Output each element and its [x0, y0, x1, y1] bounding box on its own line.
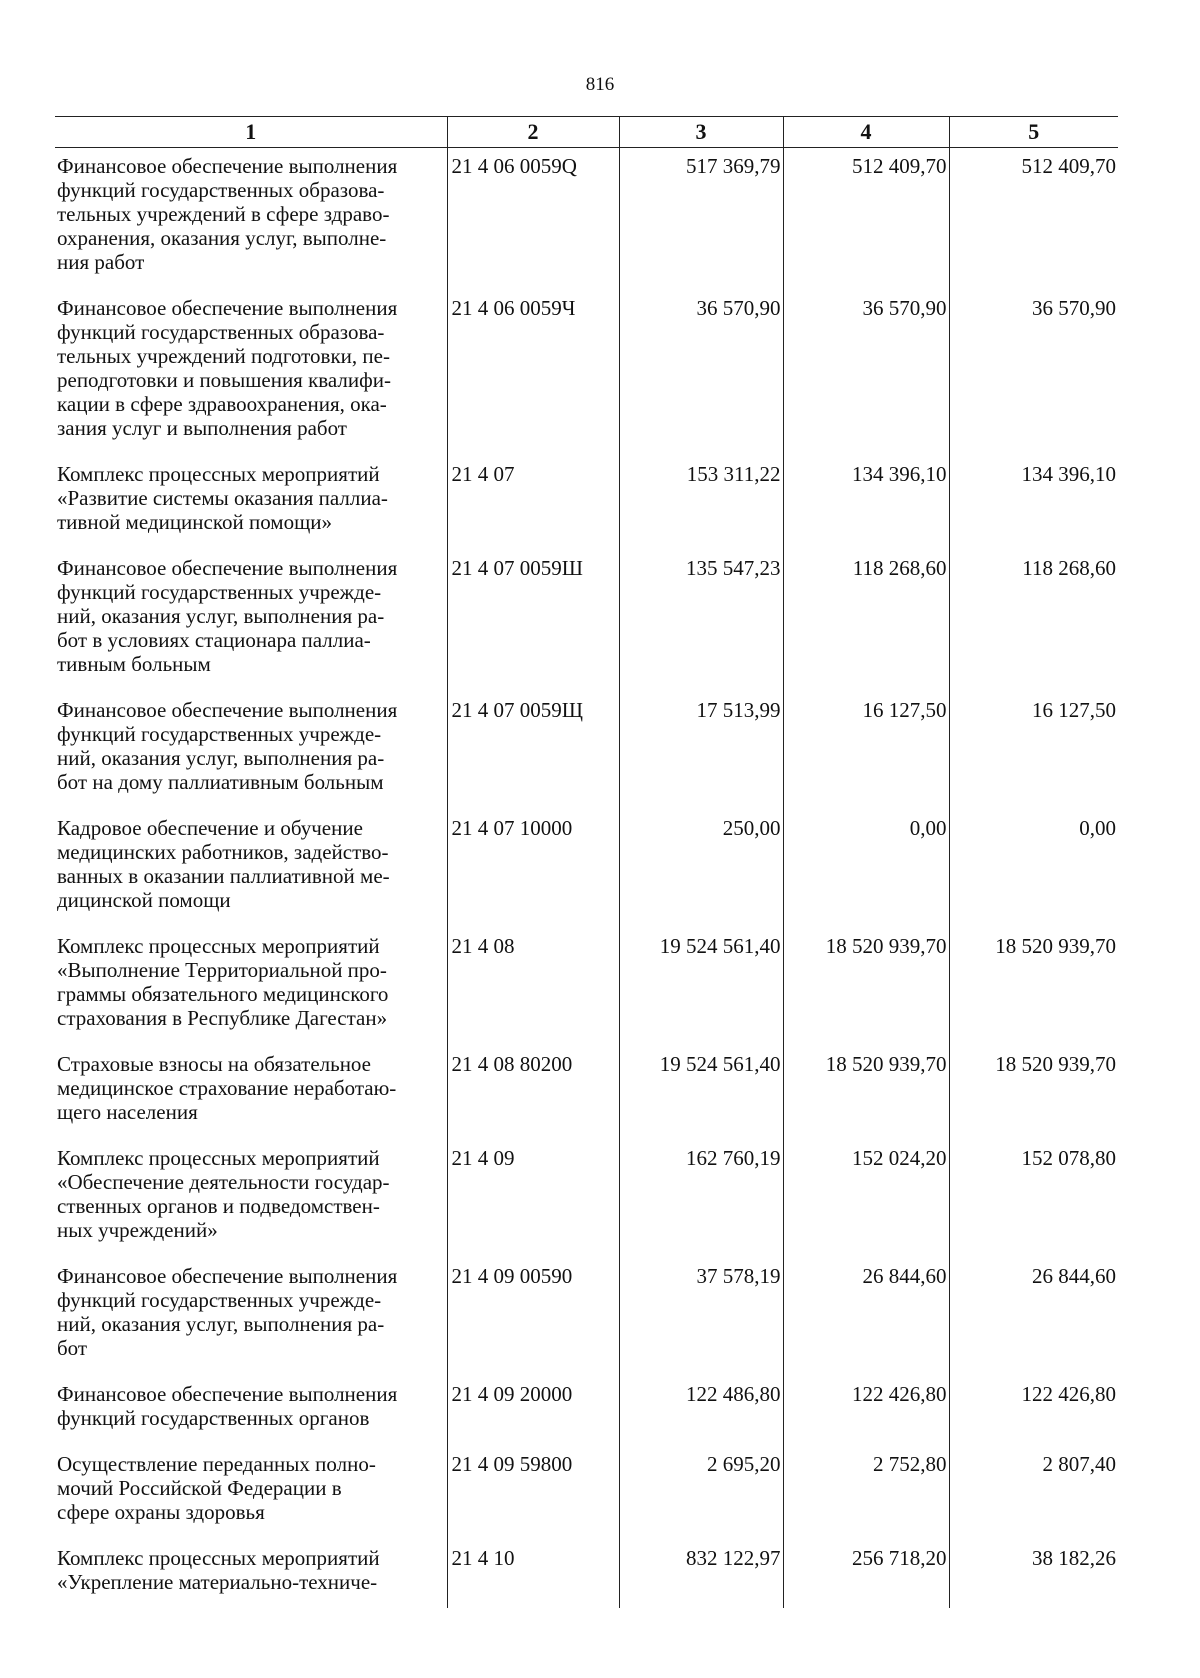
header-col-2: 2 — [447, 117, 619, 148]
budget-table — [55, 116, 1118, 1608]
row-name-line: «Выполнение Территориальной про- — [57, 958, 387, 982]
row-name-line: сфере охраны здоровья — [57, 1500, 265, 1524]
row-name-line: «Укрепление материально-техниче- — [57, 1570, 378, 1594]
budget-table-container — [55, 116, 1118, 1608]
row-value-col4: 16 127,50 — [783, 692, 949, 810]
row-value-col4: 0,00 — [783, 810, 949, 928]
row-value-col3: 122 486,80 — [619, 1376, 783, 1446]
row-name-cell — [55, 928, 447, 1046]
table-row — [55, 810, 1118, 928]
row-name-line: Страховые взносы на обязательное — [57, 1052, 372, 1076]
row-name-line: функций государственных учрежде- — [57, 580, 382, 604]
row-code-cell: 21 4 09 59800 — [447, 1446, 619, 1540]
header-col-5: 5 — [949, 117, 1118, 148]
row-name-line: ний, оказания услуг, выполнения ра- — [57, 604, 385, 628]
row-value-col4: 18 520 939,70 — [783, 928, 949, 1046]
row-name-line: зания услуг и выполнения работ — [57, 416, 347, 440]
row-value-col4: 512 409,70 — [783, 148, 949, 291]
table-row — [55, 1446, 1118, 1540]
row-value-col3: 153 311,22 — [619, 456, 783, 550]
table-row — [55, 148, 1118, 291]
row-value-col4: 26 844,60 — [783, 1258, 949, 1376]
row-value-col4: 256 718,20 — [783, 1540, 949, 1608]
table-row — [55, 928, 1118, 1046]
row-value-col5: 118 268,60 — [949, 550, 1118, 692]
header-col-1: 1 — [55, 117, 447, 148]
row-value-col5: 512 409,70 — [949, 148, 1118, 291]
row-value-col5: 36 570,90 — [949, 290, 1118, 456]
row-name-cell — [55, 1140, 447, 1258]
table-body — [55, 148, 1118, 1609]
row-code-cell: 21 4 08 — [447, 928, 619, 1046]
row-value-col5: 18 520 939,70 — [949, 928, 1118, 1046]
row-code-cell: 21 4 06 0059Ч — [447, 290, 619, 456]
row-value-col5: 134 396,10 — [949, 456, 1118, 550]
header-col-4: 4 — [783, 117, 949, 148]
row-name-line: Комплекс процессных мероприятий — [57, 1546, 380, 1570]
row-value-col5: 122 426,80 — [949, 1376, 1118, 1446]
row-value-col5: 152 078,80 — [949, 1140, 1118, 1258]
row-name-line: бот — [57, 1336, 88, 1360]
row-name-line: Финансовое обеспечение выполнения — [57, 556, 398, 580]
row-value-col3: 17 513,99 — [619, 692, 783, 810]
row-name-line: тельных учреждений в сфере здраво- — [57, 202, 390, 226]
row-name-line: граммы обязательного медицинского — [57, 982, 389, 1006]
row-name-line: Осуществление переданных полно- — [57, 1452, 376, 1476]
row-name-line: функций государственных учрежде- — [57, 1288, 382, 1312]
header-col-3: 3 — [619, 117, 783, 148]
row-name-line: Финансовое обеспечение выполнения — [57, 154, 398, 178]
row-name-line: ний, оказания услуг, выполнения ра- — [57, 1312, 385, 1336]
row-name-line: кации в сфере здравоохранения, ока- — [57, 392, 387, 416]
row-name-line: тельных учреждений подготовки, пе- — [57, 344, 390, 368]
row-value-col3: 37 578,19 — [619, 1258, 783, 1376]
row-name-cell — [55, 550, 447, 692]
row-code-cell: 21 4 08 80200 — [447, 1046, 619, 1140]
row-name-line: функций государственных образова- — [57, 178, 385, 202]
row-name-line: медицинское страхование неработаю- — [57, 1076, 397, 1100]
row-name-line: мочий Российской Федерации в — [57, 1476, 342, 1500]
row-code-cell: 21 4 10 — [447, 1540, 619, 1608]
row-value-col3: 19 524 561,40 — [619, 1046, 783, 1140]
row-code-cell: 21 4 07 0059Ш — [447, 550, 619, 692]
table-row — [55, 1540, 1118, 1608]
row-name-line: «Обеспечение деятельности государ- — [57, 1170, 390, 1194]
row-name-line: Комплекс процессных мероприятий — [57, 1146, 380, 1170]
row-name-cell — [55, 1258, 447, 1376]
row-value-col5: 38 182,26 — [949, 1540, 1118, 1608]
row-name-cell — [55, 290, 447, 456]
row-name-cell — [55, 1540, 447, 1608]
table-row — [55, 290, 1118, 456]
row-code-cell: 21 4 09 20000 — [447, 1376, 619, 1446]
row-name-cell — [55, 1446, 447, 1540]
row-value-col5: 16 127,50 — [949, 692, 1118, 810]
row-name-line: ний, оказания услуг, выполнения ра- — [57, 746, 385, 770]
row-value-col5: 26 844,60 — [949, 1258, 1118, 1376]
row-value-col5: 2 807,40 — [949, 1446, 1118, 1540]
row-name-line: ванных в оказании паллиативной ме- — [57, 864, 390, 888]
row-value-col3: 250,00 — [619, 810, 783, 928]
row-value-col5: 0,00 — [949, 810, 1118, 928]
row-name-line: ственных органов и подведомствен- — [57, 1194, 380, 1218]
row-name-line: реподготовки и повышения квалифи- — [57, 368, 391, 392]
row-name-line: бот на дому паллиативным больным — [57, 770, 384, 794]
row-name-line: ния работ — [57, 250, 145, 274]
row-name-line: тивным больным — [57, 652, 211, 676]
row-name-line: Финансовое обеспечение выполнения — [57, 1264, 398, 1288]
row-value-col3: 19 524 561,40 — [619, 928, 783, 1046]
row-value-col4: 152 024,20 — [783, 1140, 949, 1258]
row-name-line: функций государственных учрежде- — [57, 722, 382, 746]
row-name-line: Кадровое обеспечение и обучение — [57, 816, 363, 840]
row-value-col4: 134 396,10 — [783, 456, 949, 550]
row-code-cell: 21 4 09 — [447, 1140, 619, 1258]
row-value-col3: 36 570,90 — [619, 290, 783, 456]
row-value-col4: 118 268,60 — [783, 550, 949, 692]
row-name-line: Финансовое обеспечение выполнения — [57, 698, 398, 722]
row-name-line: ных учреждений» — [57, 1218, 218, 1242]
row-name-cell — [55, 1046, 447, 1140]
row-value-col3: 162 760,19 — [619, 1140, 783, 1258]
row-value-col4: 2 752,80 — [783, 1446, 949, 1540]
row-value-col3: 832 122,97 — [619, 1540, 783, 1608]
row-value-col4: 122 426,80 — [783, 1376, 949, 1446]
row-value-col5: 18 520 939,70 — [949, 1046, 1118, 1140]
row-name-cell — [55, 692, 447, 810]
table-row — [55, 1046, 1118, 1140]
row-name-line: функций государственных образова- — [57, 320, 385, 344]
row-name-cell — [55, 148, 447, 291]
row-code-cell: 21 4 09 00590 — [447, 1258, 619, 1376]
row-name-line: Комплекс процессных мероприятий — [57, 462, 380, 486]
row-value-col4: 18 520 939,70 — [783, 1046, 949, 1140]
row-name-line: функций государственных органов — [57, 1406, 370, 1430]
row-name-line: страхования в Республике Дагестан» — [57, 1006, 388, 1030]
row-code-cell: 21 4 06 0059Q — [447, 148, 619, 291]
row-name-cell — [55, 810, 447, 928]
row-name-line: тивной медицинской помощи» — [57, 510, 333, 534]
table-row — [55, 1258, 1118, 1376]
row-name-line: дицинской помощи — [57, 888, 231, 912]
row-name-line: Финансовое обеспечение выполнения — [57, 1382, 398, 1406]
table-row — [55, 456, 1118, 550]
row-name-line: щего населения — [57, 1100, 198, 1124]
row-code-cell: 21 4 07 0059Щ — [447, 692, 619, 810]
page-number: 816 — [585, 74, 615, 95]
row-name-line: Финансовое обеспечение выполнения — [57, 296, 398, 320]
row-value-col3: 135 547,23 — [619, 550, 783, 692]
header-row — [55, 117, 1118, 148]
row-value-col4: 36 570,90 — [783, 290, 949, 456]
row-name-line: бот в условиях стационара паллиа- — [57, 628, 371, 652]
row-value-col3: 2 695,20 — [619, 1446, 783, 1540]
row-name-cell — [55, 456, 447, 550]
table-row — [55, 1140, 1118, 1258]
row-name-line: охранения, оказания услуг, выполне- — [57, 226, 387, 250]
table-row — [55, 692, 1118, 810]
row-name-line: Комплекс процессных мероприятий — [57, 934, 380, 958]
row-code-cell: 21 4 07 — [447, 456, 619, 550]
table-row — [55, 550, 1118, 692]
row-name-line: «Развитие системы оказания паллиа- — [57, 486, 388, 510]
row-value-col3: 517 369,79 — [619, 148, 783, 291]
table-row — [55, 1376, 1118, 1446]
row-name-line: медицинских работников, задейство- — [57, 840, 389, 864]
row-name-cell — [55, 1376, 447, 1446]
row-code-cell: 21 4 07 10000 — [447, 810, 619, 928]
